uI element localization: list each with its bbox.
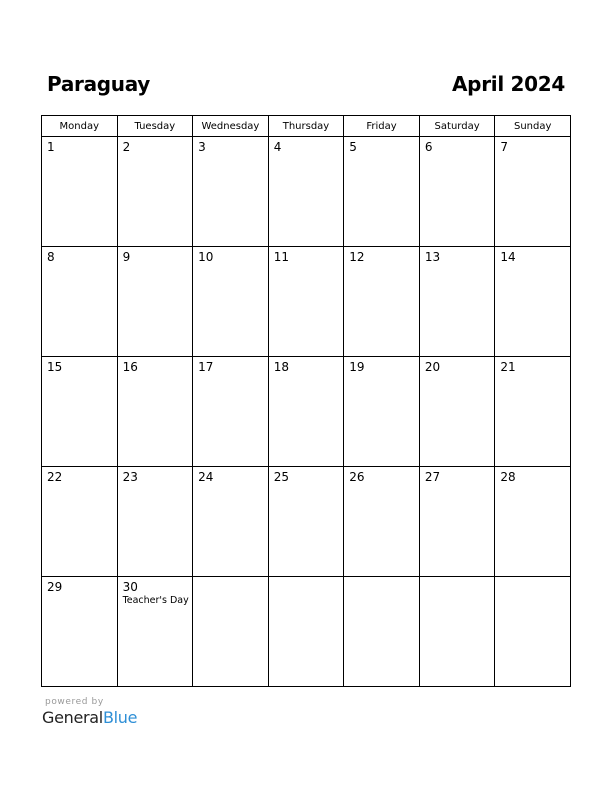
day-number: 25 xyxy=(273,470,289,484)
day-number: 27 xyxy=(424,470,441,484)
holiday-label: Teacher's Day xyxy=(122,595,189,606)
day-number: 26 xyxy=(349,470,365,484)
day-cell xyxy=(42,137,118,247)
day-cell xyxy=(495,247,571,357)
logo-text-general: General xyxy=(42,708,103,727)
week-row xyxy=(42,137,571,247)
weekday-header-friday: Friday xyxy=(344,116,420,137)
day-cell xyxy=(193,357,269,467)
empty-day-cell xyxy=(344,577,420,687)
day-cell xyxy=(344,247,420,357)
day-number: 24 xyxy=(198,470,214,484)
day-cell xyxy=(117,467,193,577)
day-number: 2 xyxy=(122,140,131,154)
day-number: 18 xyxy=(273,360,289,374)
day-cell xyxy=(117,247,193,357)
calendar-grid xyxy=(41,115,571,687)
day-cell xyxy=(42,357,118,467)
day-cell xyxy=(193,467,269,577)
day-number: 17 xyxy=(198,360,214,374)
weekday-header-tuesday: Tuesday xyxy=(117,116,193,137)
week-row xyxy=(42,247,571,357)
day-cell xyxy=(268,357,344,467)
day-number: 23 xyxy=(122,470,138,484)
day-cell xyxy=(268,247,344,357)
empty-day-cell xyxy=(193,577,269,687)
weekday-header-monday: Monday xyxy=(42,116,118,137)
day-cell xyxy=(495,467,571,577)
day-cell xyxy=(193,137,269,247)
day-cell xyxy=(42,577,118,687)
day-number: 28 xyxy=(500,470,516,484)
week-row xyxy=(42,357,571,467)
weekday-header-thursday: Thursday xyxy=(268,116,344,137)
day-cell xyxy=(419,467,495,577)
week-row xyxy=(42,577,571,687)
day-number: 19 xyxy=(349,360,365,374)
generalblue-logo[interactable] xyxy=(42,708,137,728)
day-cell xyxy=(419,357,495,467)
day-cell xyxy=(495,137,571,247)
empty-day-cell xyxy=(268,577,344,687)
day-cell xyxy=(344,137,420,247)
day-cell xyxy=(495,357,571,467)
day-number: 14 xyxy=(500,250,516,264)
day-cell xyxy=(344,467,420,577)
day-cell xyxy=(344,357,420,467)
day-number: 5 xyxy=(349,140,357,154)
day-number: 1 xyxy=(47,140,55,154)
week-row xyxy=(42,467,571,577)
day-number: 6 xyxy=(424,140,433,154)
day-cell xyxy=(42,467,118,577)
day-number: 16 xyxy=(122,360,138,374)
day-number: 4 xyxy=(273,140,282,154)
day-number: 30 xyxy=(122,580,138,594)
day-number: 22 xyxy=(47,470,63,484)
weekday-header-saturday: Saturday xyxy=(419,116,495,137)
day-number: 15 xyxy=(47,360,63,374)
footer-branding xyxy=(42,696,137,728)
day-cell xyxy=(117,137,193,247)
day-number: 12 xyxy=(349,250,365,264)
day-cell xyxy=(117,357,193,467)
day-number: 29 xyxy=(47,580,63,594)
weekday-header-row xyxy=(42,116,571,137)
day-cell xyxy=(117,577,193,687)
day-number: 13 xyxy=(424,250,441,264)
empty-day-cell xyxy=(495,577,571,687)
day-number: 20 xyxy=(424,360,441,374)
day-cell xyxy=(193,247,269,357)
weekday-header-sunday: Sunday xyxy=(495,116,571,137)
day-cell xyxy=(268,137,344,247)
day-number: 7 xyxy=(500,140,509,154)
day-cell xyxy=(268,467,344,577)
day-cell xyxy=(419,247,495,357)
day-number: 3 xyxy=(198,140,206,154)
weekday-header-wednesday: Wednesday xyxy=(193,116,269,137)
day-number: 9 xyxy=(122,250,131,264)
powered-by-text: powered by xyxy=(45,697,104,707)
day-cell xyxy=(419,137,495,247)
day-number: 11 xyxy=(273,250,289,264)
day-number: 8 xyxy=(47,250,55,264)
month-year-title: April 2024 xyxy=(452,72,565,96)
day-number: 10 xyxy=(198,250,214,264)
logo-text-blue: Blue xyxy=(102,708,138,727)
country-title: Paraguay xyxy=(47,72,151,96)
day-cell xyxy=(42,247,118,357)
day-number: 21 xyxy=(500,360,516,374)
empty-day-cell xyxy=(419,577,495,687)
